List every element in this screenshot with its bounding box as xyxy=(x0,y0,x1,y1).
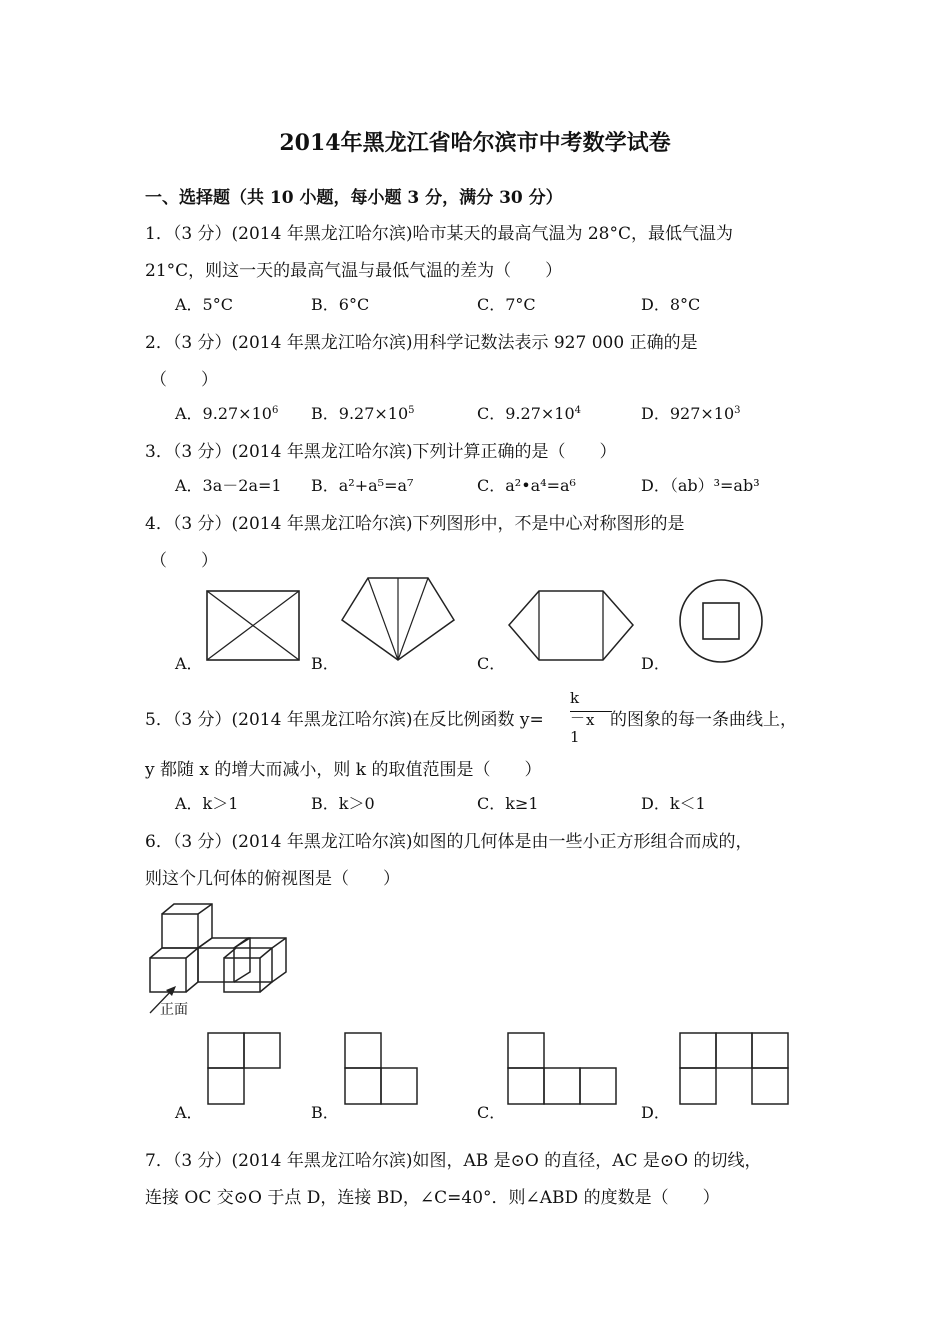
q6-option-b-label: B． xyxy=(311,1103,339,1122)
q2-option-d: D．$927\times 10^3$ xyxy=(641,404,741,423)
q2-option-b: B．$9.27\times 10^5$ xyxy=(311,404,415,423)
q6-stem-line1: 6．（3 分）(2014 年黑龙江哈尔滨)如图的几何体是由一些小正方形组合而成的， xyxy=(145,832,753,852)
q1-stem-line1: 1．（3 分）(2014 年黑龙江哈尔滨)哈市某天的最高气温为 28°C，最低气温为 xyxy=(145,224,734,244)
q1-option-d: D．8°C xyxy=(641,295,701,314)
q4-option-a-label: A． xyxy=(175,654,203,673)
q2-stem-line1: 2．（3 分）(2014 年黑龙江哈尔滨)用科学记数法表示 927 000 正确的是 xyxy=(145,333,698,353)
q5-option-a: A．k＞1 xyxy=(175,794,239,813)
q3-option-b: B．a²+a⁵=a⁷ xyxy=(311,476,414,495)
q6-option-d-label: D． xyxy=(641,1103,670,1122)
q4-figure-a xyxy=(206,590,300,662)
q7-stem-line2: 连接 OC 交⊙O 于点 D，连接 BD，∠C=40°．则∠ABD 的度数是（ ） xyxy=(145,1188,720,1208)
q6-option-a-label: A． xyxy=(175,1103,203,1122)
q4-figure-d xyxy=(678,578,764,664)
q6-view-d xyxy=(679,1032,789,1106)
q3-option-a: A．3a－2a=1 xyxy=(175,476,282,495)
q3-option-d: D．（ab）³=ab³ xyxy=(641,476,760,495)
q5-stem-line1-pre: 5．（3 分）(2014 年黑龙江哈尔滨)在反比例函数 y= xyxy=(145,710,544,730)
q2-option-c: C．$9.27\times 10^4$ xyxy=(477,404,582,423)
q3-option-c: C．a²•a⁴=a⁶ xyxy=(477,476,576,495)
q6-front-label: 正面 xyxy=(160,1002,188,1018)
q4-option-c-label: C． xyxy=(477,654,506,673)
q3-stem: 3．（3 分）(2014 年黑龙江哈尔滨)下列计算正确的是（ ） xyxy=(145,442,617,462)
q2-stem-line2: （ ） xyxy=(150,370,218,390)
q6-option-c-label: C． xyxy=(477,1103,506,1122)
q4-stem-line1: 4．（3 分）(2014 年黑龙江哈尔滨)下列图形中，不是中心对称图形的是 xyxy=(145,514,685,534)
q5-stem-line1-post: 的图象的每一条曲线上， xyxy=(610,710,797,730)
q5-fraction-denominator: x xyxy=(586,711,595,729)
section-heading: 一、选择题（共 10 小题，每小题 3 分，满分 30 分） xyxy=(145,188,563,208)
q5-stem-line2: y 都随 x 的增大而减小，则 k 的取值范围是（ ） xyxy=(145,760,542,780)
q6-view-a xyxy=(207,1032,281,1106)
q1-option-c: C．7°C xyxy=(477,295,536,314)
page-title: 2014年黑龙江省哈尔滨市中考数学试卷 xyxy=(279,130,671,156)
q1-stem-line2: 21°C，则这一天的最高气温与最低气温的差为（ ） xyxy=(145,261,563,281)
q4-option-b-label: B． xyxy=(311,654,339,673)
q1-option-a: A．5°C xyxy=(175,295,233,314)
q4-option-d-label: D． xyxy=(641,654,670,673)
q6-stem-line2: 则这个几何体的俯视图是（ ） xyxy=(145,869,400,889)
q7-stem-line1: 7．（3 分）(2014 年黑龙江哈尔滨)如图，AB 是⊙O 的直径，AC 是⊙O 的切线， xyxy=(145,1151,762,1171)
q5-option-d: D．k＜1 xyxy=(641,794,706,813)
q4-figure-b xyxy=(340,576,456,662)
q5-option-b: B．k＞0 xyxy=(311,794,375,813)
q4-stem-line2: （ ） xyxy=(150,551,218,571)
q1-option-b: B．6°C xyxy=(311,295,370,314)
q6-view-b xyxy=(344,1032,418,1106)
q5-option-c: C．k≥1 xyxy=(477,794,539,813)
q2-option-a: A．$9.27\times 10^6$ xyxy=(175,404,279,423)
q5-fraction-numerator: k－1 xyxy=(570,689,586,746)
q4-figure-c xyxy=(507,590,635,662)
q6-view-c xyxy=(507,1032,617,1106)
